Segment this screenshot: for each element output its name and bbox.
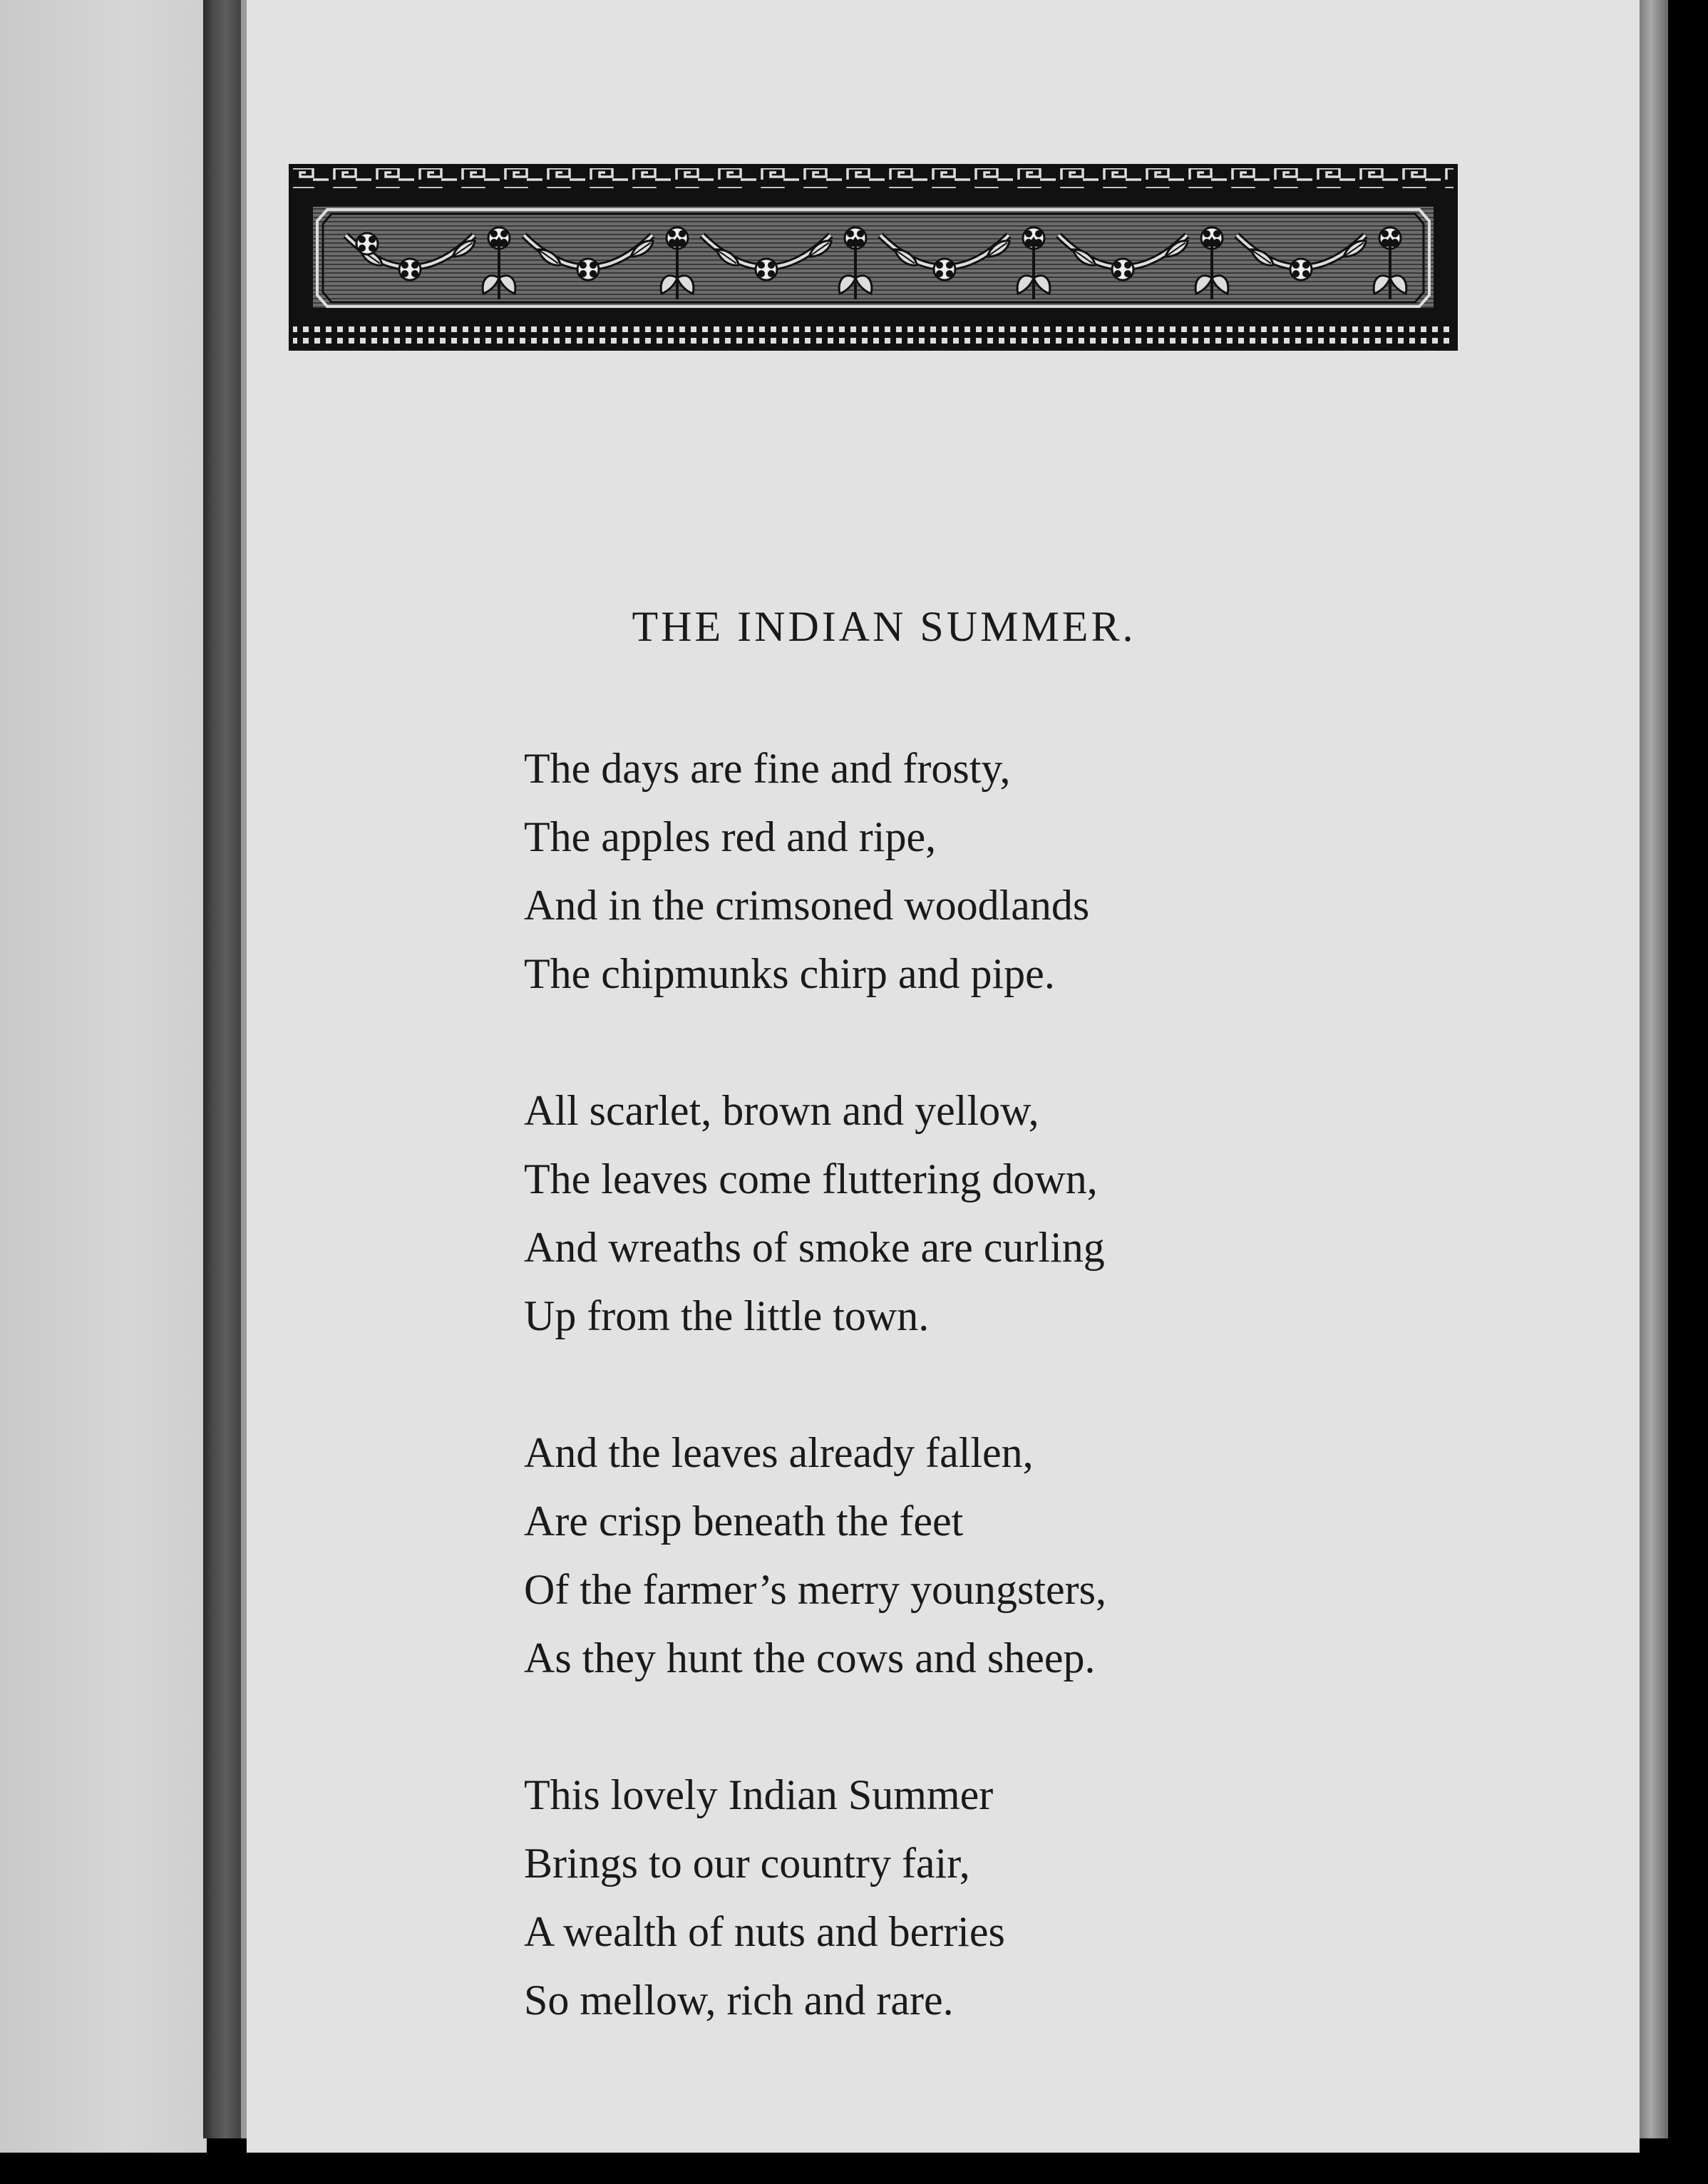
poem-line: And in the crimsoned woodlands — [524, 882, 1090, 929]
page-edge — [1640, 0, 1668, 2138]
poem-line: The chipmunks chirp and pipe. — [524, 950, 1055, 997]
poem-line: A wealth of nuts and berries — [524, 1908, 1005, 1955]
poem-line: The days are fine and frosty, — [524, 745, 1011, 792]
poem-line: This lovely Indian Summer — [524, 1771, 994, 1818]
poem-body — [524, 734, 1308, 2103]
poem-line: And the leaves already fallen, — [524, 1429, 1034, 1476]
stanza-3 — [524, 1418, 1308, 1692]
previous-page-edge — [0, 0, 207, 2167]
gutter-highlight — [241, 0, 247, 2138]
poem-line: Of the farmer’s merry youngsters, — [524, 1566, 1106, 1613]
stanza-1 — [524, 734, 1308, 1008]
poem-line: The apples red and ripe, — [524, 813, 937, 860]
poem-line: So mellow, rich and rare. — [524, 1977, 954, 2024]
poem-line: The leaves come fluttering down, — [524, 1155, 1098, 1202]
scan-border-right — [1668, 0, 1708, 2184]
poem-line: And wreaths of smoke are curling — [524, 1224, 1105, 1271]
stanza-2 — [524, 1076, 1308, 1350]
scan-border-bottom — [0, 2153, 1708, 2184]
poem-line: All scarlet, brown and yellow, — [524, 1087, 1039, 1134]
poem-line: Are crisp beneath the feet — [524, 1498, 964, 1545]
ornamental-header-band — [289, 164, 1458, 351]
stanza-4 — [524, 1761, 1308, 2034]
book-gutter — [203, 0, 245, 2138]
poem-line: Up from the little town. — [524, 1292, 930, 1339]
poem-title: THE INDIAN SUMMER. — [632, 603, 1136, 650]
poem-line: Brings to our country fair, — [524, 1840, 970, 1887]
poem-line: As they hunt the cows and sheep. — [524, 1634, 1096, 1681]
